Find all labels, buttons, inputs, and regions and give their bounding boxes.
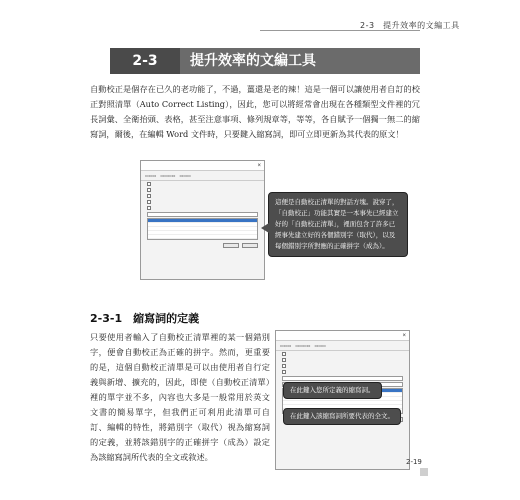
dialog-tab: ▭▭▭ <box>314 343 326 348</box>
subsection-heading: 2-3-1 縮寫詞的定義 <box>90 312 200 325</box>
dialog-input <box>147 212 258 217</box>
checkbox-icon <box>147 200 151 204</box>
autocorrect-dialog-screenshot-2 <box>275 330 410 470</box>
dialog-title-bar <box>276 331 409 341</box>
dialog-option <box>141 205 264 211</box>
section-title: 提升效率的文編工具 <box>190 53 316 69</box>
dialog-buttons <box>141 241 264 250</box>
dialog-tabs <box>141 171 264 181</box>
autocorrect-list <box>147 218 258 240</box>
close-icon: × <box>402 333 406 339</box>
abbreviation-input <box>282 376 403 381</box>
dialog-tab: ▭▭▭ <box>280 343 292 348</box>
checkbox-icon <box>147 194 151 198</box>
running-header: 2-3 提升效率的文編工具 <box>360 21 460 30</box>
dialog-tab: ▭▭▭▭ <box>295 343 311 348</box>
checkbox-icon <box>147 206 151 210</box>
close-icon: × <box>257 163 261 169</box>
callout-fulltext: 在此鍵入該縮寫詞所要代表的全文。 <box>283 408 401 425</box>
dialog-tab: ▭▭▭▭ <box>160 173 176 178</box>
header-rule <box>260 30 420 31</box>
dialog-tab: ▭▭▭ <box>145 173 157 178</box>
dialog-tab: ▭▭▭ <box>179 173 191 178</box>
intro-paragraph: 自動校正是個存在已久的老功能了，不過，薑還是老的辣！這是一個可以讓使用者自訂的校正對照清單（Auto Correct Listing），因此，您可以將經常會出現在各種類型文件裡的冗長詞彙、全衛抬頭、表格，甚至注意事項、條列規章等，等等，各自賦予一個獨一無二的縮寫詞，爾後，在編輯 Word 文件時，只要鍵入縮寫詞，即可立即更新為其代表的原文！ <box>90 84 420 139</box>
list-row <box>148 235 257 239</box>
checkbox-icon <box>147 182 151 186</box>
dialog-tabs <box>276 341 409 351</box>
checkbox-icon <box>282 352 286 356</box>
page-mark <box>420 468 428 476</box>
autocorrect-dialog-screenshot <box>140 160 265 280</box>
dialog-button <box>223 243 239 248</box>
checkbox-icon <box>147 188 151 192</box>
section-banner <box>110 48 420 74</box>
callout-abbreviation: 在此鍵入您所定義的縮寫詞。 <box>283 382 382 399</box>
checkbox-icon <box>282 370 286 374</box>
dialog-title-bar <box>141 161 264 171</box>
checkbox-icon <box>282 358 286 362</box>
dialog-option <box>276 369 409 375</box>
callout-dialog-explanation: 這便是自動校正清單的對話方塊。說穿了，「自動校正」功能其實是一本事先已經建立好的「自動校正清單」，裡面包含了許多已經事先建立好的各個錯別字（取代），以及每個錯別字所對應的正確拼字（成為）。 <box>268 192 408 257</box>
page-number: 2-19 <box>406 458 422 466</box>
dialog-button <box>242 243 258 248</box>
definition-paragraph: 只要使用者輸入了自動校正清單裡的某一個錯別字，便會自動校正為正確的拼字。然而，更重要的是，這個自動校正清單是可以由使用者自行定義與新增、擴充的，因此，即使（自動校正清單）裡的單字並不多，內容也大多是一般常用於英文文書的簡易單字，但我們正可利用此清單可自訂、編輯的特性，將錯別字（取代）視為縮寫詞的定義，並將該錯別字的正確拼字（成為）設定為該縮寫詞所代表的全文或敘述。 <box>90 332 270 462</box>
checkbox-icon <box>282 364 286 368</box>
section-number: 2-3 <box>110 48 180 74</box>
